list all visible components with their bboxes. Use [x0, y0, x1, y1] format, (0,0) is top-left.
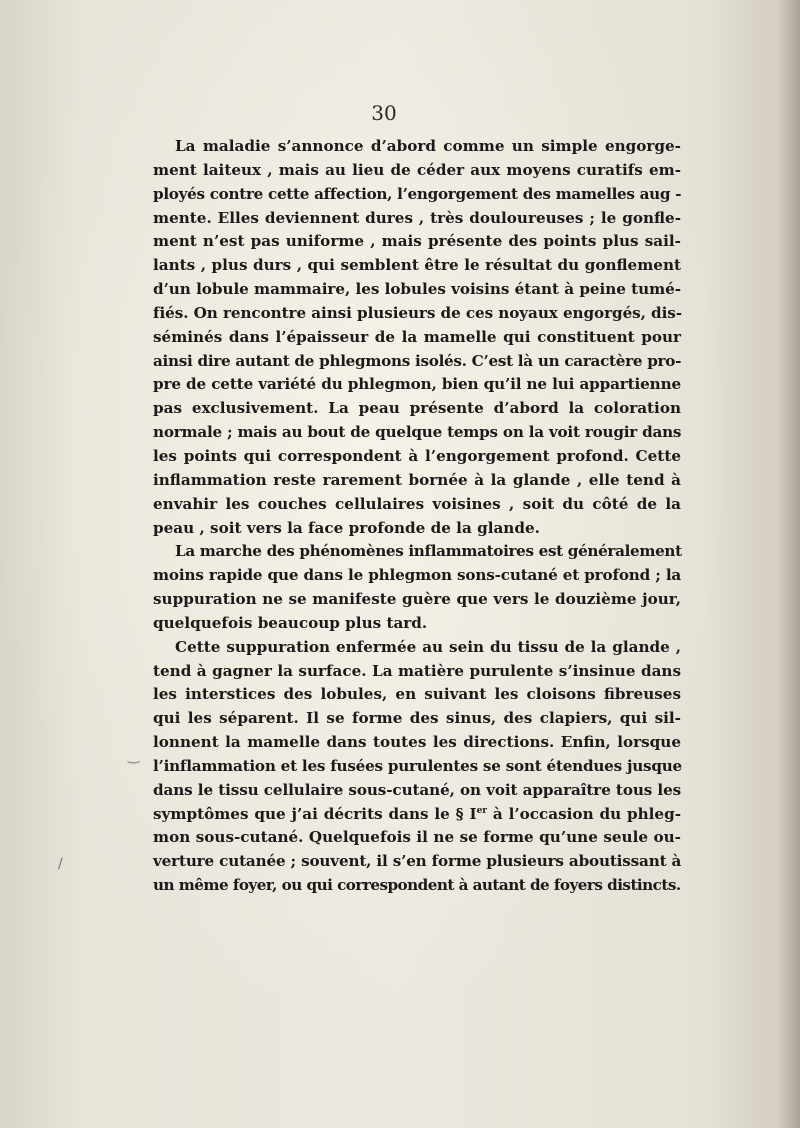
text-line: ment laiteux , mais au lieu de céder aux moyens curatifs em-: [153, 160, 681, 179]
text-line: quelquefois beaucoup plus tard.: [153, 613, 428, 632]
text-line: envahir les couches cellulaires voisines , soit du côté de la: [153, 494, 681, 513]
text-line: normale ; mais au bout de quelque temps on la voit rougir dans: [153, 423, 682, 442]
text-line: l’inflammation et les fusées purulentes se sont étendues jusque: [153, 756, 682, 775]
text-line: [153, 803, 681, 827]
text-line: suppuration ne se manifeste guère que vers le douzième jour,: [153, 590, 681, 609]
text-line: lonnent la mamelle dans toutes les directions. Enfin, lorsque: [153, 733, 681, 752]
text-line: pas exclusivement. La peau présente d’abord la coloration: [153, 399, 681, 418]
text-line: les interstices des lobules, en suivant les cloisons fibreuses: [153, 685, 681, 704]
margin-mark: ‿: [128, 748, 140, 764]
text-line: lants , plus durs , qui semblent être le résultat du gonflement: [153, 256, 681, 275]
text-line: Cette suppuration enfermée au sein du tissu de la glande ,: [175, 637, 681, 656]
text-line: verture cutanée ; souvent, il s’en forme plusieurs aboutissant à: [153, 852, 682, 871]
text-line: peau , soit vers la face profonde de la glande.: [153, 518, 540, 537]
text-line: ployés contre cette affection, l’engorgement des mamelles aug -: [153, 184, 682, 203]
text-line: fiés. On rencontre ainsi plusieurs de ces noyaux engorgés, dis-: [153, 303, 682, 322]
text-line: séminés dans l’épaisseur de la mamelle qui constituent pour: [153, 327, 681, 346]
text-line: mente. Elles deviennent dures , très douloureuses ; le gonfle-: [153, 208, 681, 227]
text-line: ment n’est pas uniforme , mais présente des points plus sail-: [153, 232, 681, 251]
text-line: mon sous-cutané. Quelquefois il ne se forme qu’une seule ou-: [153, 828, 681, 847]
text-line: d’un lobule mammaire, les lobules voisins étant à peine tumé-: [153, 280, 681, 299]
text-line: les points qui correspondent à l’engorgement profond. Cette: [153, 446, 681, 465]
text-line: La maladie s’annonce d’abord comme un simple engorge-: [175, 137, 681, 155]
text-line-end: à l’occasion du phleg-: [487, 804, 681, 823]
margin-mark: /: [58, 856, 63, 872]
text-line: pre de cette variété du phlegmon, bien qu’il ne lui appartienne: [153, 375, 681, 394]
superscript: er: [476, 805, 488, 816]
page-number: 30: [371, 101, 397, 125]
text-line: tend à gagner la surface. La matière purulente s’insinue dans: [153, 661, 681, 680]
text-line: ainsi dire autant de phlegmons isolés. C’est là un caractère pro-: [153, 351, 682, 370]
body-text: [153, 135, 681, 898]
text-line: dans le tissu cellulaire sous-cutané, on voit apparaître tous les: [153, 780, 682, 799]
text-line: La marche des phénomènes inflammatoires est généralement: [175, 542, 682, 561]
text-line: un même foyer, ou qui correspondent à autant de foyers distincts.: [153, 876, 681, 895]
text-line-start: symptômes que j’ai décrits dans le § I: [153, 804, 477, 823]
text-line: moins rapide que dans le phlegmon sons-cutané et profond ; la: [153, 566, 682, 585]
text-line: qui les séparent. Il se forme des sinus, des clapiers, qui sil-: [153, 709, 681, 728]
text-line: inflammation reste rarement bornée à la glande , elle tend à: [153, 470, 681, 489]
